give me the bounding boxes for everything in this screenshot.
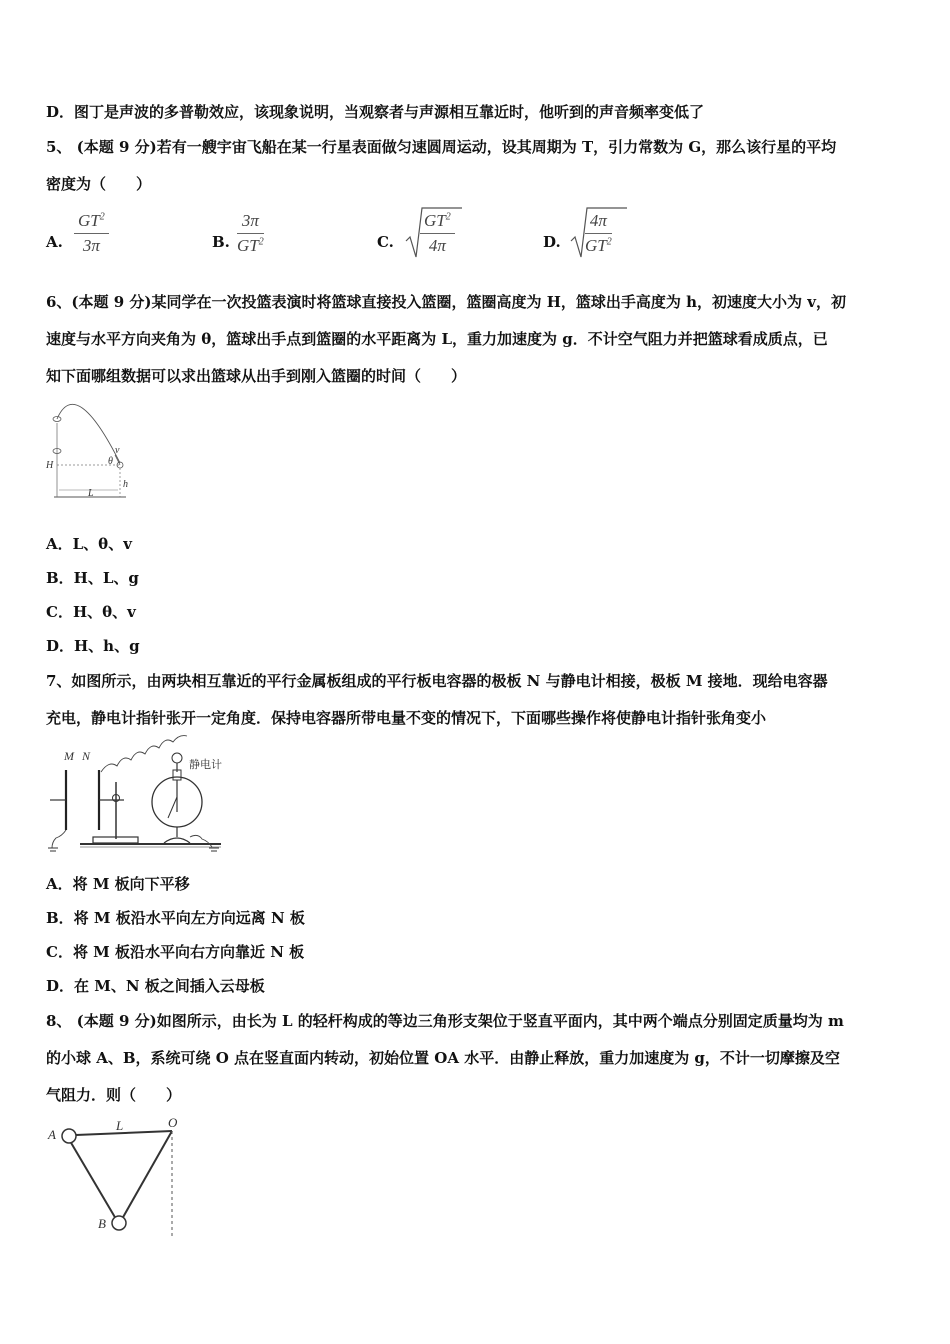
q6-stem-line2: 速度与水平方向夹角为 θ，篮球出手点到篮圈的水平距离为 L，重力加速度为 g．不计空气阻力并把篮球看成质点，已 (46, 330, 828, 348)
q5-option-b-label: B. (212, 233, 230, 251)
rod-OB (122, 1131, 172, 1219)
q7-stem-line2: 充电，静电计指针张开一定角度．保持电容器所带电量不变的情况下，下面哪些操作将使静电计指针张角变小 (46, 709, 767, 727)
q6-basketball-figure (46, 395, 136, 505)
rod-OA (76, 1131, 172, 1135)
ball-B (112, 1216, 126, 1230)
q4-option-d: D．图丁是声波的多普勒效应，该现象说明，当观察者与声源相互靠近时，他听到的声音频率变低了 (46, 103, 705, 121)
q6-option-b: B．H、L、g (46, 569, 139, 587)
label-v: v (115, 445, 120, 456)
q5-option-d-fraction (585, 211, 612, 256)
ball-A (62, 1129, 76, 1143)
q6-stem-line1: 6、(本题 9 分)某同学在一次投篮表演时将篮球直接投入篮圈，篮圈高度为 H，篮球出手高度为 h，初速度大小为 v，初 (46, 293, 846, 311)
q5-stem-line2: 密度为（ ） (46, 175, 152, 193)
label-M: M (64, 749, 74, 763)
q5-a-num: GT (78, 211, 100, 230)
q8-triangle-figure (46, 1115, 196, 1240)
label-O: O (168, 1115, 178, 1130)
q5-a-num-sup: 2 (99, 211, 105, 223)
label-H: H (46, 460, 54, 471)
q5-option-b-fraction (237, 211, 264, 256)
q7-stem-line1: 7、如图所示，由两块相互靠近的平行金属板组成的平行板电容器的极板 N 与静电计相接，极板 M 接地．现给电容器 (46, 672, 828, 690)
q7-option-b: B．将 M 板沿水平向左方向远离 N 板 (46, 909, 305, 927)
q5-d-den: GT (585, 236, 607, 255)
q5-option-d-label: D. (543, 233, 561, 251)
label-L: L (116, 1118, 124, 1133)
q8-stem-line1: 8、 (本题 9 分)如图所示，由长为 L 的轻杆构成的等边三角形支架位于竖直平面内，其中两个端点分别固定质量均为 m (46, 1012, 844, 1030)
q5-option-a-fraction (74, 211, 109, 256)
q5-option-c-label: C. (377, 233, 394, 251)
q7-capacitor-figure (46, 742, 236, 854)
q7-option-c: C．将 M 板沿水平向右方向靠近 N 板 (46, 943, 305, 961)
q5-b-num: 3π (241, 211, 259, 230)
q5-a-den: 3π (82, 236, 100, 255)
label-B: B (98, 1216, 106, 1231)
label-N: N (82, 749, 91, 763)
q5-b-den: GT (237, 236, 259, 255)
ground-wire-meter (190, 835, 212, 847)
q5-c-den: 4π (428, 236, 446, 255)
q6-option-a: A．L、θ、v (46, 535, 132, 553)
q5-b-den-sup: 2 (258, 236, 264, 248)
ground-wire-M (52, 830, 66, 848)
label-meter: 静电计 (189, 758, 222, 771)
q6-option-d: D．H、h、g (46, 637, 140, 655)
meter-pointer (168, 797, 177, 818)
q8-stem-line3: 气阻力．则（ ） (46, 1086, 182, 1104)
label-h: h (123, 479, 128, 490)
q5-c-num: GT (424, 211, 446, 230)
q8-stem-line2: 的小球 A、B，系统可绕 O 点在竖直面内转动，初始位置 OA 水平．由静止释放，重力加速度为 g，不计一切摩擦及空 (46, 1049, 840, 1067)
rod-AB (70, 1141, 116, 1219)
q7-option-a: A．将 M 板向下平移 (46, 875, 190, 893)
meter-knob (172, 753, 182, 763)
q5-stem-line1: 5、 (本题 9 分)若有一艘宇宙飞船在某一行星表面做匀速圆周运动，设其周期为 T，引力常数为 G，那么该行星的平均 (46, 138, 837, 156)
label-A: A (48, 1127, 56, 1142)
label-theta: θ (108, 456, 113, 467)
q5-d-den-sup: 2 (606, 236, 612, 248)
q5-option-c-fraction (420, 211, 455, 256)
trajectory (57, 404, 120, 463)
q6-option-c: C．H、θ、v (46, 603, 136, 621)
q6-stem-line3: 知下面哪组数据可以求出篮球从出手到刚入篮圈的时间（ ） (46, 367, 467, 385)
q5-c-num-sup: 2 (445, 211, 451, 223)
q5-option-a-label: A. (46, 233, 63, 251)
label-L: L (88, 488, 94, 499)
q7-option-d: D．在 M、N 板之间插入云母板 (46, 977, 265, 995)
q5-d-num: 4π (589, 211, 607, 230)
